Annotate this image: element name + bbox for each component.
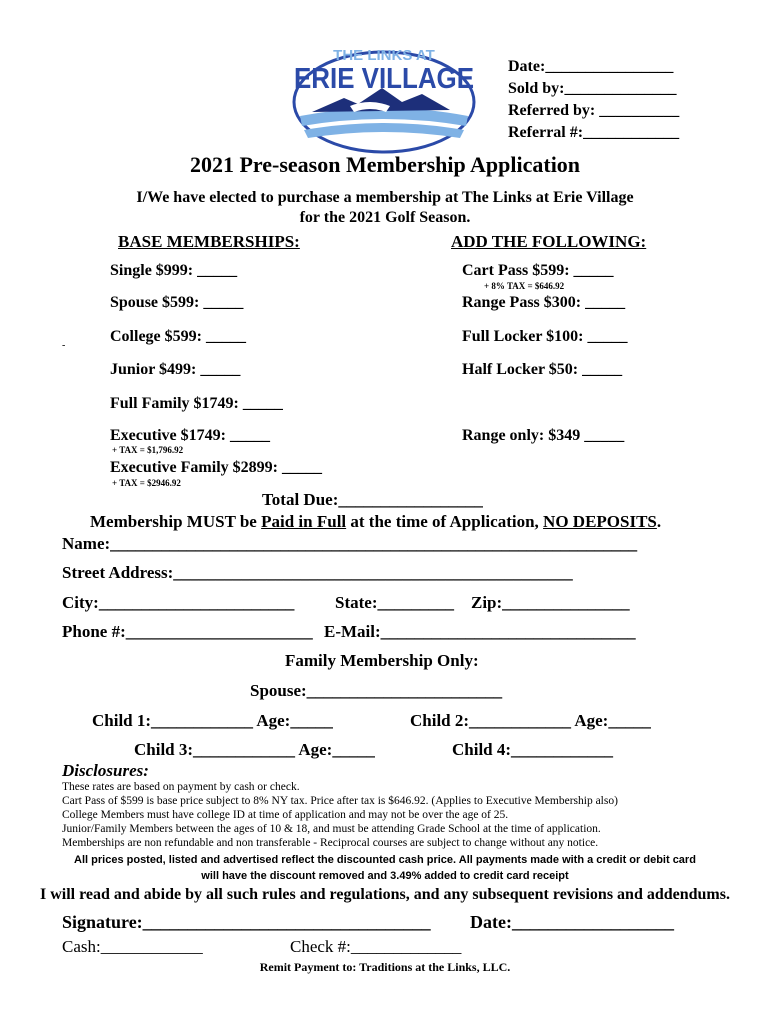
disclosure-line: Cart Pass of $599 is base price subject to 8% NY tax. Price after tax is $646.92. (Applies to Executive Membership also) <box>62 795 618 807</box>
base-memberships-heading: BASE MEMBERSHIPS: <box>118 232 300 251</box>
stray-mark: - <box>62 340 66 351</box>
disclosure-line: College Members must have college ID at time of application and may not be over the age of 25. <box>62 809 509 821</box>
intro-text <box>0 188 770 228</box>
executive-membership-field[interactable]: Executive $1749: _____ <box>110 427 270 444</box>
junior-membership-field[interactable]: Junior $499: _____ <box>110 361 241 378</box>
range-only-field[interactable]: Range only: $349 _____ <box>462 427 625 444</box>
executive-family-membership-field[interactable]: Executive Family $2899: _____ <box>110 459 322 476</box>
logo-main-text: ERIE VILLAGE <box>294 63 474 95</box>
cash-field[interactable]: Cash:____________ <box>62 937 203 956</box>
logo-top-text: THE LINKS AT <box>333 47 435 64</box>
phone-field[interactable] <box>62 622 313 642</box>
disclosure-line: Junior/Family Members between the ages of 10 & 18, and must be attending Grade School at the time of application. <box>62 823 601 835</box>
street-address-line[interactable]: _______________________________________________ <box>173 563 573 582</box>
email-field[interactable]: E-Mail:______________________________ <box>324 622 636 641</box>
disclosures-heading: Disclosures: <box>62 761 149 780</box>
disclosure-line: These rates are based on payment by cash or check. <box>62 781 300 793</box>
office-use-fields <box>508 56 679 144</box>
executive-tax-note: + TAX = $1,796.92 <box>112 445 184 455</box>
referral-number-field[interactable]: Referral #:____________ <box>508 124 680 141</box>
intro-line-1: I/We have elected to purchase a membership at The Links at Erie Village <box>136 189 634 206</box>
full-family-membership-field[interactable]: Full Family $1749: _____ <box>110 395 283 412</box>
state-field[interactable]: State:_________ <box>335 593 454 612</box>
cart-pass-tax-note: + 8% TAX = $646.92 <box>484 281 565 291</box>
phone-line[interactable]: ______________________ <box>125 622 313 641</box>
city-line[interactable]: _______________________ <box>98 593 295 612</box>
street-address-label: Street Address: <box>62 563 174 582</box>
single-membership-field[interactable]: Single $999: _____ <box>110 262 238 279</box>
family-membership-heading: Family Membership Only: <box>285 651 479 670</box>
credit-card-notice-1: All prices posted, listed and advertised reflect the discounted cash price. All payments made with a credit or debit card <box>74 854 696 866</box>
child-4-field[interactable]: Child 4:____________ <box>452 740 614 759</box>
referred-by-field[interactable]: Referred by: __________ <box>508 102 680 119</box>
city-field[interactable] <box>62 593 294 613</box>
credit-card-notice-2: will have the discount removed and 3.49% added to credit card receipt <box>201 870 569 882</box>
erie-village-logo <box>290 46 478 154</box>
executive-family-tax-note: + TAX = $2946.92 <box>112 478 181 488</box>
half-locker-field[interactable]: Half Locker $50: _____ <box>462 361 623 378</box>
paid-in-full-text: Paid in Full <box>261 512 347 531</box>
sold-by-field[interactable]: Sold by:______________ <box>508 80 677 97</box>
city-label: City: <box>62 593 99 612</box>
intro-line-2: for the 2021 Golf Season. <box>299 209 471 226</box>
date-field[interactable]: Date:________________ <box>508 58 674 75</box>
no-deposits-text: NO DEPOSITS <box>543 512 657 531</box>
check-number-field[interactable]: Check #:_____________ <box>290 937 462 956</box>
total-due-field[interactable]: Total Due:_________________ <box>262 490 483 509</box>
cart-pass-field[interactable]: Cart Pass $599: _____ <box>462 262 614 279</box>
child-3-field[interactable]: Child 3:____________ Age:_____ <box>134 740 375 759</box>
payment-notice-period: . <box>656 512 662 531</box>
spouse-membership-field[interactable]: Spouse $599: _____ <box>110 294 244 311</box>
zip-field[interactable]: Zip:_______________ <box>471 593 630 612</box>
disclosure-line: Memberships are non refundable and non transferable - Reciprocal courses are subject to change without any notice. <box>62 837 599 849</box>
remit-payment-note: Remit Payment to: Traditions at the Links, LLC. <box>259 960 511 974</box>
add-following-heading: ADD THE FOLLOWING: <box>451 232 647 251</box>
child-2-field[interactable]: Child 2:____________ Age:_____ <box>410 711 651 730</box>
spouse-name-field[interactable]: Spouse:_______________________ <box>250 681 503 700</box>
full-locker-field[interactable]: Full Locker $100: _____ <box>462 328 628 345</box>
name-field[interactable]: Name:______________________________________________________________ <box>62 534 638 553</box>
payment-notice <box>90 512 661 532</box>
signature-date-field[interactable]: Date:__________________ <box>470 912 674 932</box>
signature-field[interactable]: Signature:________________________________ <box>62 912 431 932</box>
payment-notice-part1: Membership MUST be <box>90 512 262 531</box>
payment-notice-part3: at the time of Application, <box>346 512 544 531</box>
child-1-field[interactable]: Child 1:____________ Age:_____ <box>92 711 333 730</box>
phone-label: Phone #: <box>62 622 126 641</box>
agreement-statement: I will read and abide by all such rules and regulations, and any subsequent revisions and addendums. <box>40 886 730 903</box>
street-address-field[interactable] <box>62 563 573 583</box>
college-membership-field[interactable]: College $599: _____ <box>110 328 246 345</box>
range-pass-field[interactable]: Range Pass $300: _____ <box>462 294 626 311</box>
disclosures-list <box>62 780 618 850</box>
page-title: 2021 Pre-season Membership Application <box>189 152 581 177</box>
